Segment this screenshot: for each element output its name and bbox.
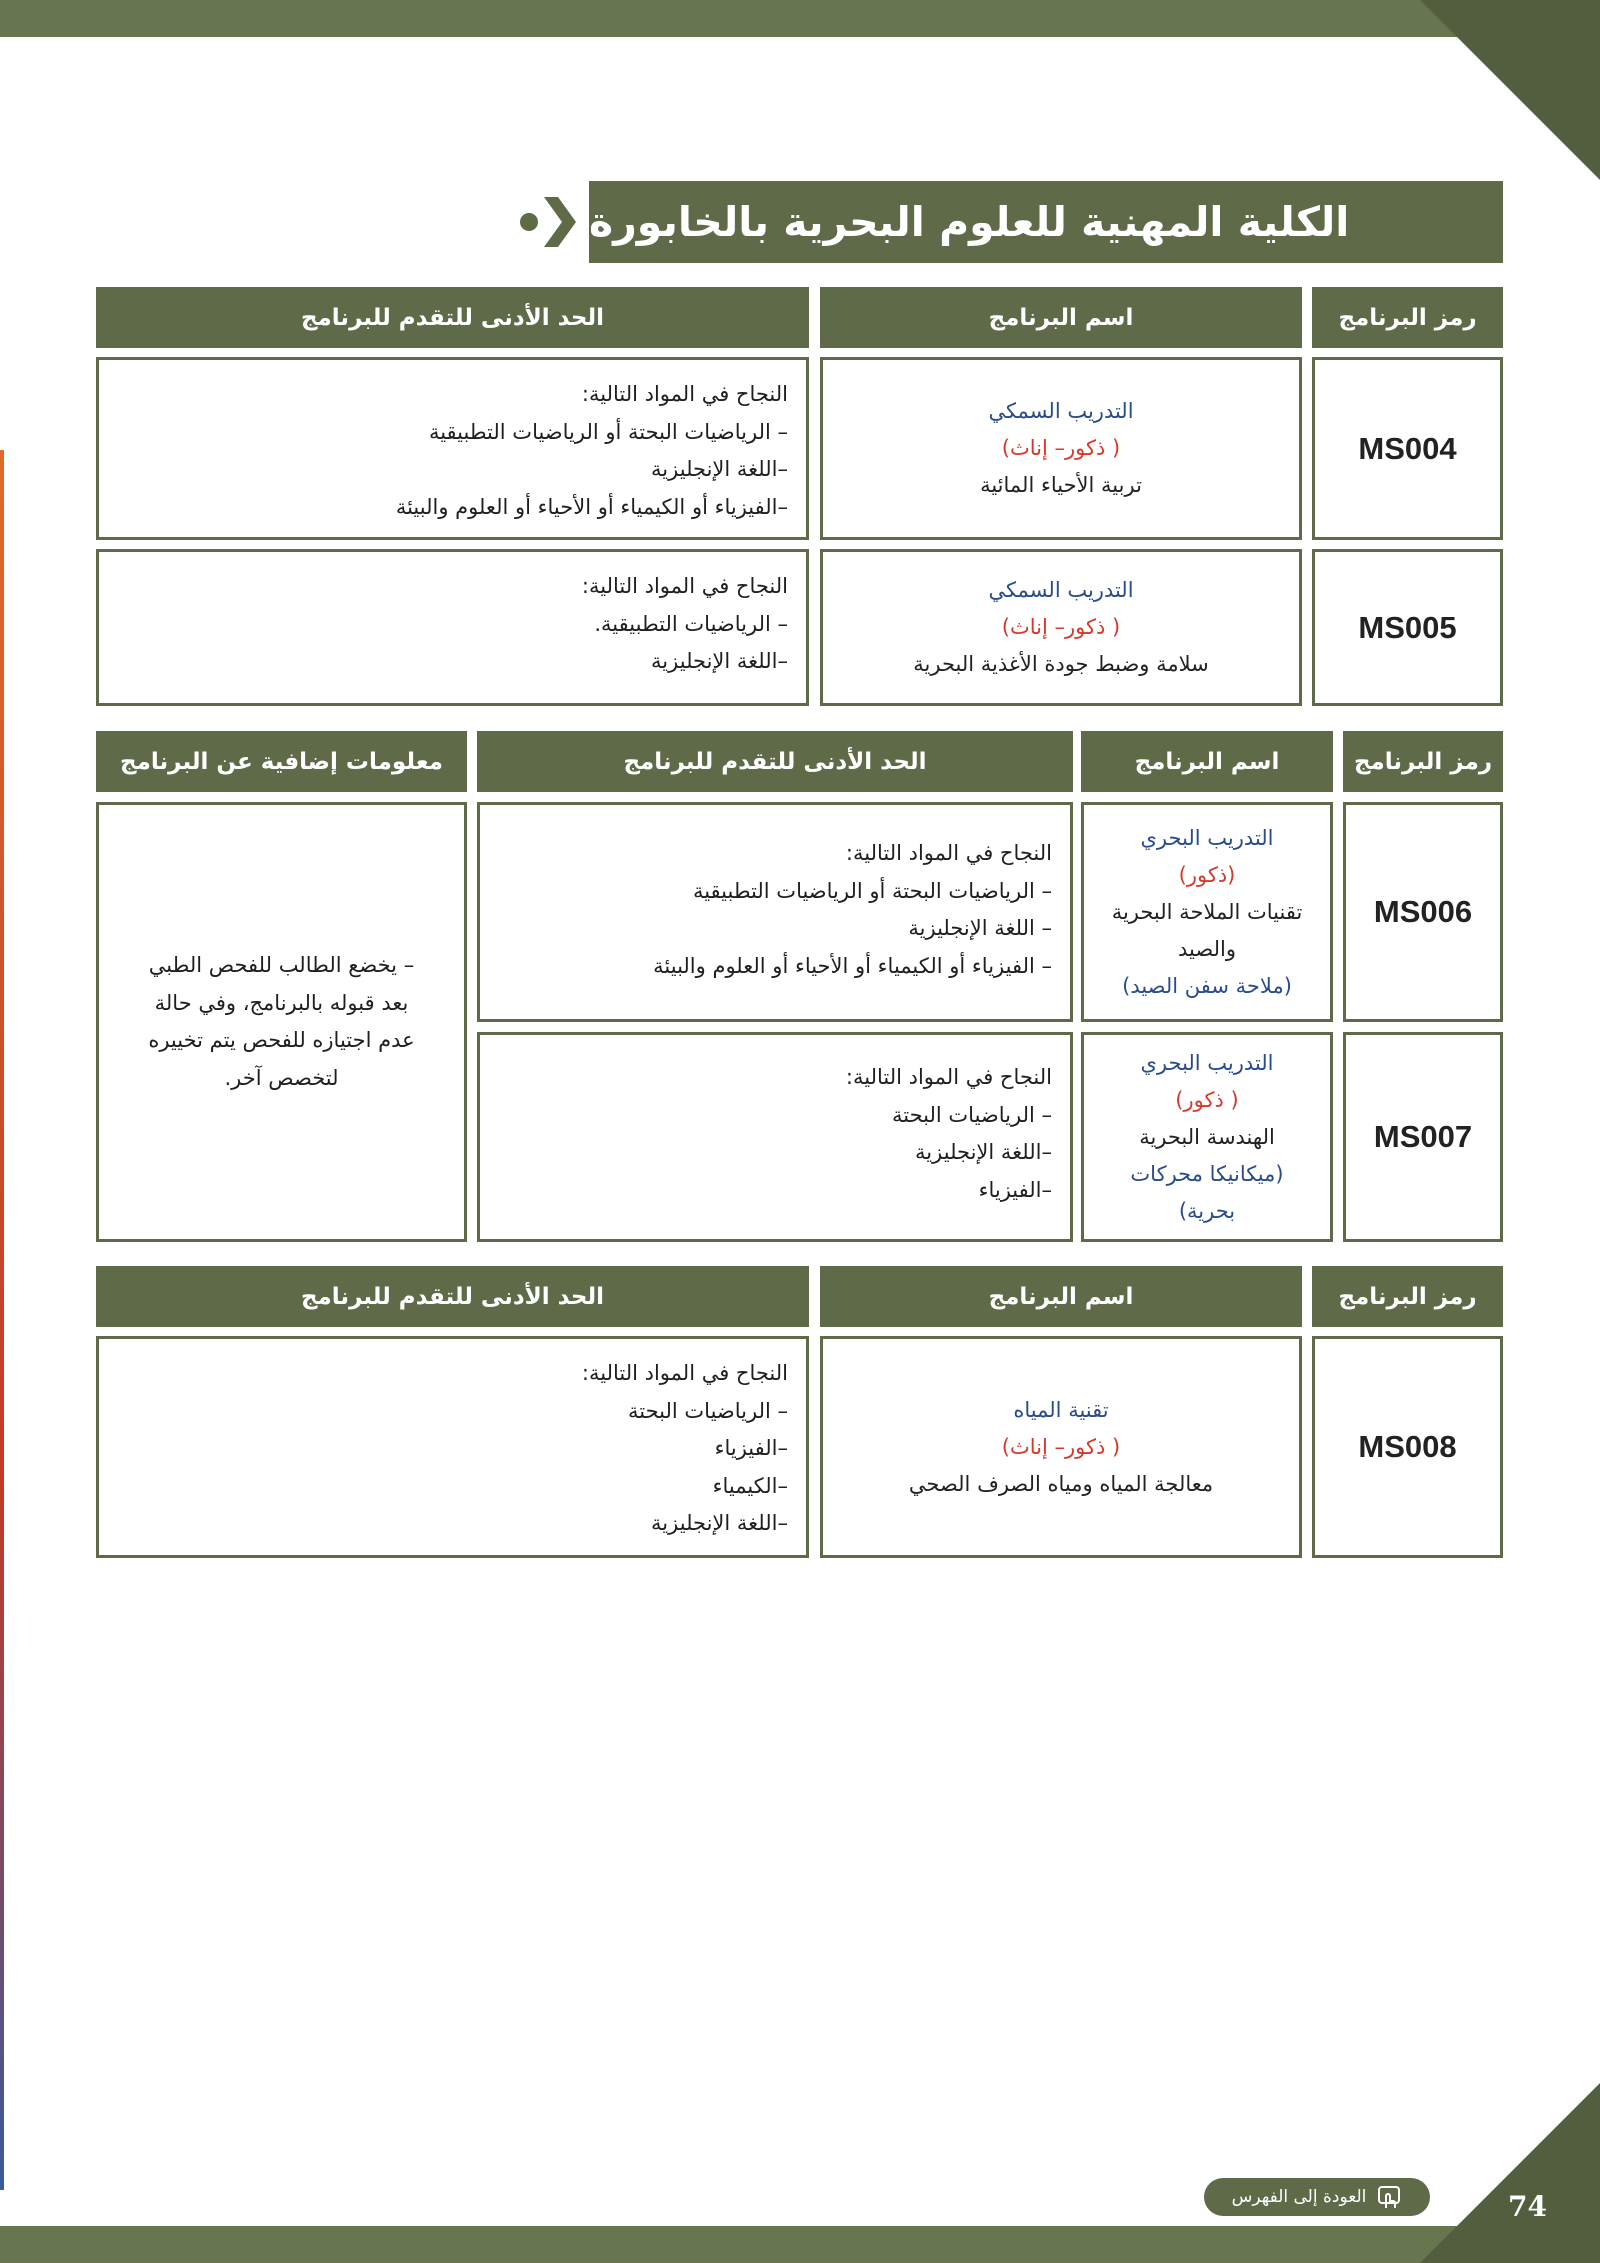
header-requirements bbox=[96, 287, 809, 348]
program-department: التدريب السمكي bbox=[988, 399, 1134, 423]
program-name-cell bbox=[820, 357, 1302, 540]
header-code-label: رمز البرنامج bbox=[1338, 304, 1477, 331]
header-requirements bbox=[96, 1266, 809, 1327]
header-code-label: رمز البرنامج bbox=[1338, 1283, 1477, 1310]
header-extra-label: معلومات إضافية عن البرنامج bbox=[120, 748, 443, 775]
bottom-band bbox=[0, 2226, 1600, 2263]
program-name-cell bbox=[820, 549, 1302, 706]
program-gender: (ذكور) bbox=[1178, 862, 1236, 887]
hand-pointer-icon bbox=[1376, 2184, 1402, 2210]
header-requirements-label: الحد الأدنى للتقدم للبرنامج bbox=[300, 1283, 605, 1310]
header-requirements-label: الحد الأدنى للتقدم للبرنامج bbox=[623, 748, 927, 775]
program-specialization: (ملاحة سفن الصيد) bbox=[1122, 973, 1292, 998]
requirement-line: – الرياضيات البحتة أو الرياضيات التطبيقية bbox=[692, 878, 1052, 903]
extra-info-line: لتخصص آخر. bbox=[224, 1065, 339, 1090]
page-number: 74 bbox=[1508, 2190, 1547, 2223]
requirement-line: – الرياضيات البحتة bbox=[892, 1102, 1052, 1127]
page-title bbox=[589, 181, 1503, 263]
header-requirements-label: الحد الأدنى للتقدم للبرنامج bbox=[300, 304, 605, 331]
back-to-index-label: العودة إلى الفهرس bbox=[1231, 2187, 1367, 2207]
program-code: MS006 bbox=[1373, 894, 1473, 929]
program-code-cell bbox=[1312, 357, 1503, 540]
header-name bbox=[820, 287, 1302, 348]
requirement-line: –اللغة الإنجليزية bbox=[915, 1140, 1052, 1164]
requirement-line: – الرياضيات البحتة أو الرياضيات التطبيقية bbox=[428, 419, 788, 444]
top-band bbox=[0, 0, 1600, 37]
program-title: معالجة المياه ومياه الصرف الصحي bbox=[908, 1471, 1214, 1496]
program-title: تقنيات الملاحة البحرية bbox=[1111, 899, 1303, 924]
requirement-line: –اللغة الإنجليزية bbox=[651, 1511, 788, 1535]
requirement-line: –الكيمياء bbox=[712, 1473, 788, 1498]
program-name-cell bbox=[1081, 802, 1333, 1022]
requirement-line: النجاح في المواد التالية: bbox=[845, 841, 1052, 865]
program-title: سلامة وضبط جودة الأغذية البحرية bbox=[913, 652, 1209, 676]
program-code: MS008 bbox=[1358, 1429, 1457, 1464]
requirement-line: –اللغة الإنجليزية bbox=[651, 457, 788, 481]
extra-info-line: بعد قبوله بالبرنامج، وفي حالة bbox=[154, 990, 409, 1015]
requirement-line: – الرياضيات التطبيقية. bbox=[594, 611, 788, 636]
header-extra-info bbox=[96, 731, 467, 792]
requirement-line: – الرياضيات البحتة bbox=[628, 1398, 788, 1423]
top-right-corner-decoration bbox=[1420, 0, 1600, 180]
requirement-line: –اللغة الإنجليزية bbox=[651, 649, 788, 673]
requirement-line: النجاح في المواد التالية: bbox=[581, 574, 788, 598]
header-code-label: رمز البرنامج bbox=[1353, 748, 1493, 775]
back-to-index-button[interactable] bbox=[1204, 2178, 1430, 2216]
requirement-line: –الفيزياء bbox=[978, 1177, 1052, 1202]
program-name-cell bbox=[820, 1336, 1302, 1558]
program-department: تقنية المياه bbox=[1013, 1397, 1109, 1422]
header-name-label: اسم البرنامج bbox=[1134, 748, 1280, 775]
program-gender: ( ذكور– إناث) bbox=[1001, 615, 1121, 639]
extra-info-line: عدم اجتيازه للفحص يتم تخييره bbox=[148, 1028, 415, 1052]
program-gender: ( ذكور) bbox=[1175, 1087, 1239, 1112]
requirement-line: النجاح في المواد التالية: bbox=[845, 1065, 1052, 1089]
chevron-bullet-icon bbox=[514, 195, 576, 249]
program-code-cell bbox=[1312, 549, 1503, 706]
extra-info-line: – يخضع الطالب للفحص الطبي bbox=[148, 953, 415, 977]
header-code bbox=[1343, 731, 1503, 792]
header-name bbox=[820, 1266, 1302, 1327]
header-code bbox=[1312, 287, 1503, 348]
program-code-cell bbox=[1343, 1032, 1503, 1242]
program-title: والصيد bbox=[1178, 936, 1236, 961]
program-gender: ( ذكور– إناث) bbox=[1001, 1434, 1121, 1459]
program-department: التدريب السمكي bbox=[988, 578, 1134, 602]
program-requirements-cell bbox=[477, 1032, 1073, 1242]
requirement-line: النجاح في المواد التالية: bbox=[581, 1361, 788, 1385]
program-requirements-cell bbox=[477, 802, 1073, 1022]
requirement-line: النجاح في المواد التالية: bbox=[581, 382, 788, 406]
program-title: تربية الأحياء المائية bbox=[980, 473, 1142, 497]
header-requirements bbox=[477, 731, 1073, 792]
bottom-right-corner-decoration bbox=[1420, 2083, 1600, 2263]
program-specialization: (ميكانيكا محركات bbox=[1130, 1161, 1284, 1186]
program-department: التدريب البحري bbox=[1140, 1050, 1274, 1075]
program-title: الهندسة البحرية bbox=[1139, 1124, 1275, 1149]
program-requirements-cell bbox=[96, 549, 809, 706]
requirement-line: –الفيزياء أو الكيمياء أو الأحياء أو العلوم والبيئة bbox=[395, 494, 788, 519]
header-name bbox=[1081, 731, 1333, 792]
requirement-line: –الفيزياء bbox=[714, 1436, 788, 1460]
program-code: MS004 bbox=[1358, 430, 1457, 466]
program-requirements-cell bbox=[96, 1336, 809, 1558]
program-code: MS007 bbox=[1373, 1119, 1473, 1154]
program-specialization: بحرية) bbox=[1178, 1198, 1236, 1223]
page-title-text: الكلية المهنية للعلوم البحرية بالخابورة bbox=[589, 198, 1350, 246]
requirement-line: – اللغة الإنجليزية bbox=[908, 916, 1052, 940]
program-name-cell bbox=[1081, 1032, 1333, 1242]
left-edge-strip bbox=[0, 450, 4, 2190]
program-code: MS005 bbox=[1358, 609, 1457, 645]
program-gender: ( ذكور– إناث) bbox=[1001, 436, 1121, 460]
requirement-line: – الفيزياء أو الكيمياء أو الأحياء أو العلوم والبيئة bbox=[653, 953, 1052, 978]
program-code-cell bbox=[1343, 802, 1503, 1022]
header-name-label: اسم البرنامج bbox=[988, 1283, 1134, 1310]
program-requirements-cell bbox=[96, 357, 809, 540]
header-code bbox=[1312, 1266, 1503, 1327]
header-name-label: اسم البرنامج bbox=[988, 304, 1134, 331]
program-department: التدريب البحري bbox=[1140, 825, 1274, 850]
program-code-cell bbox=[1312, 1336, 1503, 1558]
extra-info-cell bbox=[96, 802, 467, 1242]
